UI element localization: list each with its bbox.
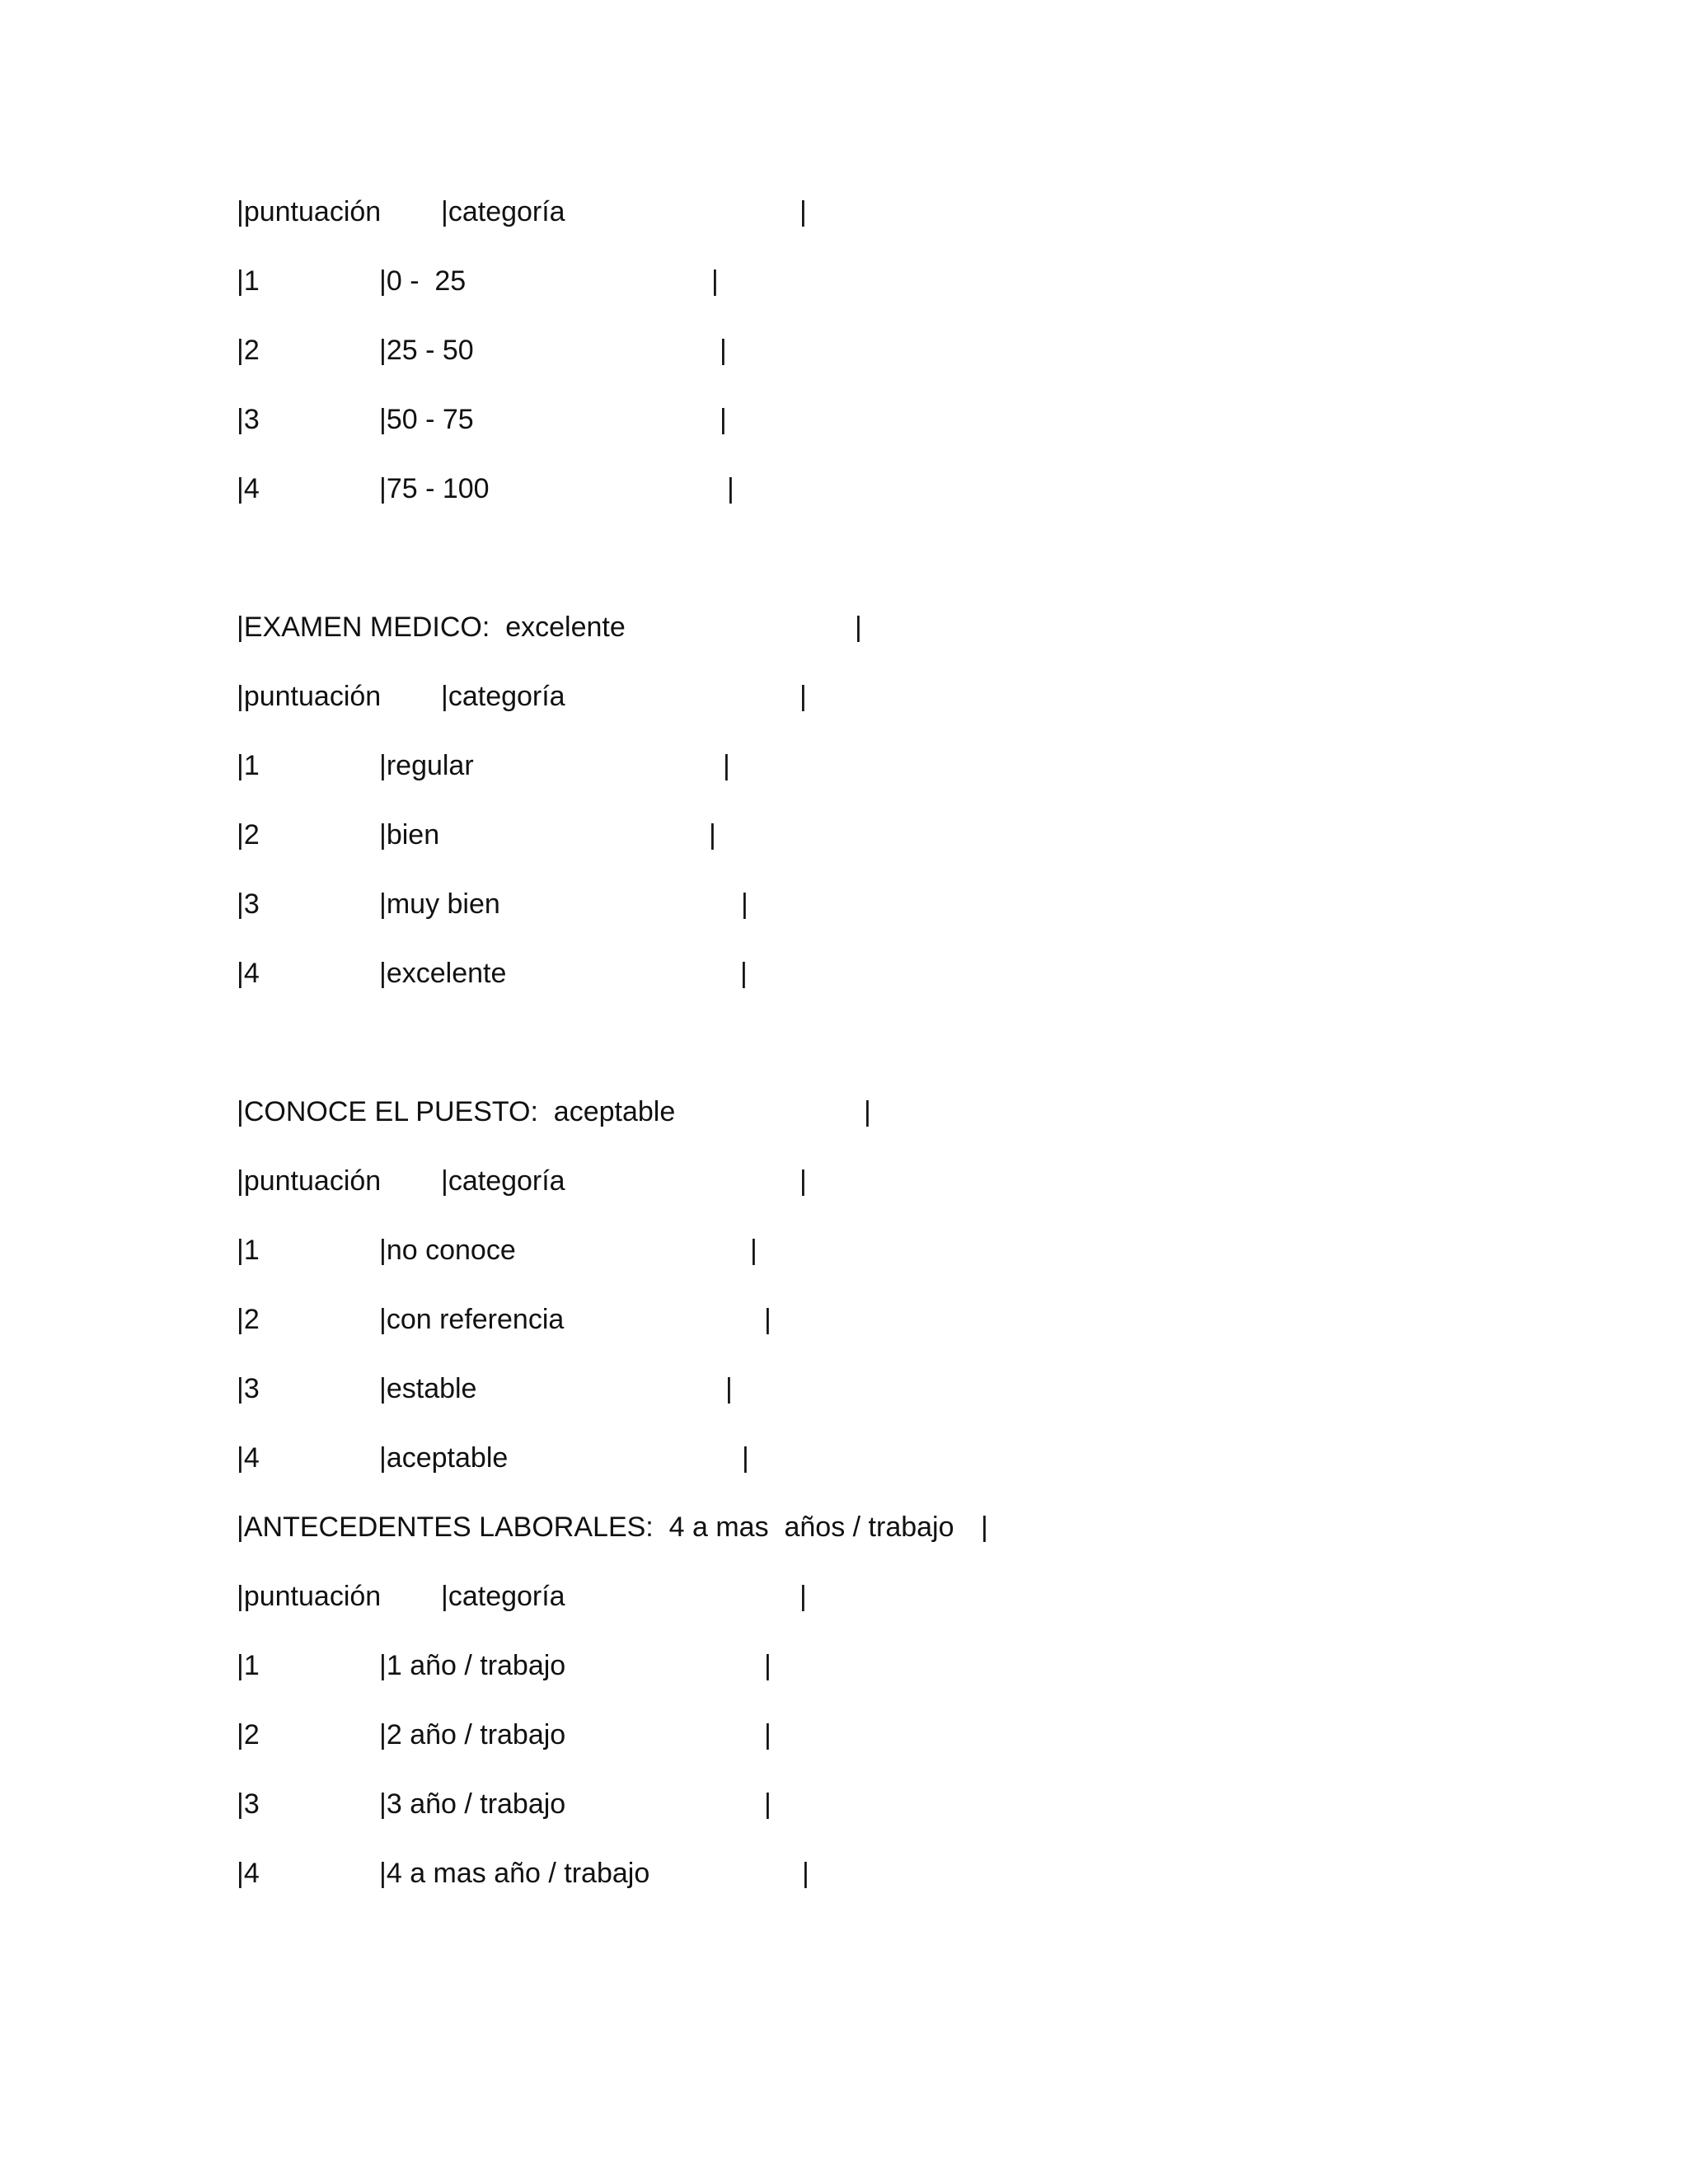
score-cell: |4	[237, 958, 260, 989]
row-border: |	[799, 196, 807, 227]
row-border: |	[720, 335, 727, 366]
table-header-line	[0, 191, 1688, 232]
category-cell: |1 año / trabajo	[379, 1650, 566, 1681]
table-row	[0, 883, 1688, 925]
table-row	[0, 1437, 1688, 1479]
row-border: |	[750, 1235, 757, 1266]
category-cell: |4 a mas año / trabajo	[379, 1858, 650, 1889]
table-row	[0, 1645, 1688, 1686]
table-row	[0, 468, 1688, 509]
category-cell: |75 - 100	[379, 473, 490, 504]
score-cell: |1	[237, 1235, 260, 1266]
table-row	[0, 330, 1688, 371]
row-border: |	[725, 1373, 733, 1404]
table-row	[0, 1853, 1688, 1894]
table-row	[0, 745, 1688, 786]
row-border: |	[764, 1719, 771, 1750]
table-row	[0, 953, 1688, 994]
table-row	[0, 1783, 1688, 1825]
category-cell: |2 año / trabajo	[379, 1719, 566, 1750]
row-border: |	[720, 404, 727, 435]
section-line	[0, 607, 1688, 648]
score-cell: |2	[237, 1719, 260, 1750]
score-header: |puntuación	[237, 1581, 382, 1612]
table-row	[0, 1714, 1688, 1755]
score-cell: |3	[237, 1373, 260, 1404]
category-cell: |excelente	[379, 958, 507, 989]
section-title: |EXAMEN MEDICO: excelente	[237, 612, 626, 643]
table-row	[0, 1299, 1688, 1340]
row-border: |	[764, 1650, 771, 1681]
category-header: |categoría	[441, 196, 565, 227]
table-row	[0, 399, 1688, 440]
category-cell: |estable	[379, 1373, 477, 1404]
category-header: |categoría	[441, 1165, 565, 1197]
category-cell: |0 - 25	[379, 265, 467, 297]
score-cell: |3	[237, 404, 260, 435]
table-row	[0, 1368, 1688, 1409]
row-border: |	[764, 1304, 771, 1335]
category-cell: |25 - 50	[379, 335, 474, 366]
score-header: |puntuación	[237, 1165, 382, 1197]
table-row	[0, 1230, 1688, 1271]
score-cell: |1	[237, 1650, 260, 1681]
row-border: |	[764, 1788, 771, 1820]
row-border: |	[741, 888, 748, 920]
score-cell: |3	[237, 888, 260, 920]
score-cell: |4	[237, 1858, 260, 1889]
section-title: |CONOCE EL PUESTO: aceptable	[237, 1096, 676, 1127]
row-border: |	[799, 681, 807, 712]
score-header: |puntuación	[237, 681, 382, 712]
table-row	[0, 260, 1688, 302]
row-border: |	[711, 265, 719, 297]
table-header-line	[0, 1160, 1688, 1202]
row-border: |	[981, 1511, 988, 1543]
category-cell: |muy bien	[379, 888, 500, 920]
row-border: |	[799, 1165, 807, 1197]
table-header-line	[0, 676, 1688, 717]
section-line	[0, 1507, 1688, 1548]
category-cell: |3 año / trabajo	[379, 1788, 566, 1820]
category-header: |categoría	[441, 681, 565, 712]
score-cell: |1	[237, 265, 260, 297]
row-border: |	[723, 750, 730, 781]
row-border: |	[864, 1096, 871, 1127]
row-border: |	[740, 958, 748, 989]
score-cell: |3	[237, 1788, 260, 1820]
row-border: |	[709, 819, 716, 851]
score-cell: |4	[237, 1442, 260, 1474]
section-title: |ANTECEDENTES LABORALES: 4 a mas años / trabajo	[237, 1511, 954, 1543]
row-border: |	[802, 1858, 809, 1889]
category-cell: |bien	[379, 819, 440, 851]
category-cell: |con referencia	[379, 1304, 565, 1335]
score-cell: |2	[237, 819, 260, 851]
row-border: |	[727, 473, 734, 504]
row-border: |	[855, 612, 862, 643]
score-header: |puntuación	[237, 196, 382, 227]
category-cell: |regular	[379, 750, 474, 781]
row-border: |	[742, 1442, 749, 1474]
table-header-line	[0, 1576, 1688, 1617]
row-border: |	[799, 1581, 807, 1612]
category-cell: |no conoce	[379, 1235, 516, 1266]
table-row	[0, 814, 1688, 855]
section-line	[0, 1091, 1688, 1132]
category-header: |categoría	[441, 1581, 565, 1612]
score-cell: |2	[237, 1304, 260, 1335]
score-cell: |2	[237, 335, 260, 366]
category-cell: |50 - 75	[379, 404, 474, 435]
score-cell: |1	[237, 750, 260, 781]
score-cell: |4	[237, 473, 260, 504]
category-cell: |aceptable	[379, 1442, 509, 1474]
